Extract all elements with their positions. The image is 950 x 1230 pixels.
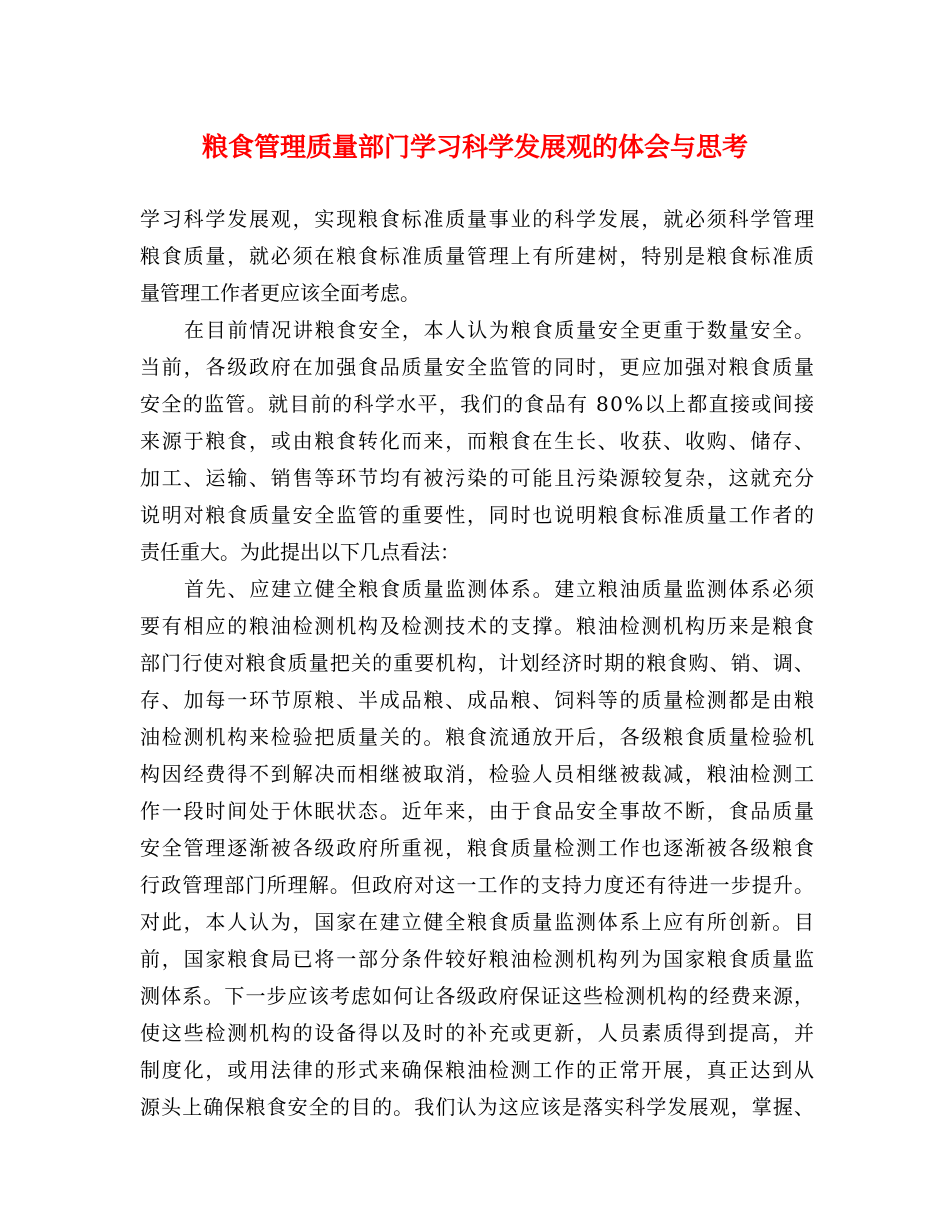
- text-line: 安全的监管。就目前的科学水平，我们的食品有 80%以上都直接或间接: [140, 392, 816, 416]
- text-line: 源头上确保粮食安全的目的。我们认为这应该是落实科学发展观，掌握、: [140, 1095, 816, 1119]
- document-body: [140, 201, 814, 1126]
- text-line: 构因经费得不到解决而相继被取消，检验人员相继被裁减，粮油检测工: [140, 762, 816, 786]
- text-line: 制度化，或用法律的形式来确保粮油检测工作的正常开展，真正达到从: [140, 1058, 816, 1082]
- text-line: 在目前情况讲粮食安全，本人认为粮食质量安全更重于数量安全。: [184, 318, 816, 342]
- text-line: 责任重大。为此提出以下几点看法：: [140, 540, 460, 564]
- text-line: 作一段时间处于休眠状态。近年来，由于食品安全事故不断，食品质量: [140, 799, 816, 823]
- text-line: 要有相应的粮油检测机构及检测技术的支撑。粮油检测机构历来是粮食: [140, 614, 816, 638]
- text-line: 学习科学发展观，实现粮食标准质量事业的科学发展，就必须科学管理: [140, 207, 816, 231]
- text-line: 说明对粮食质量安全监管的重要性，同时也说明粮食标准质量工作者的: [140, 503, 816, 527]
- text-line: 首先、应建立健全粮食质量监测体系。建立粮油质量监测体系必须: [184, 577, 816, 601]
- text-line: 来源于粮食，或由粮食转化而来，而粮食在生长、收获、收购、储存、: [140, 429, 816, 453]
- document-title: 粮食管理质量部门学习科学发展观的体会与思考: [201, 133, 748, 163]
- text-line: 测体系。下一步应该考虑如何让各级政府保证这些检测机构的经费来源，: [140, 984, 816, 1008]
- text-line: 安全管理逐渐被各级政府所重视，粮食质量检测工作也逐渐被各级粮食: [140, 836, 816, 860]
- text-line: 油检测机构来检验把质量关的。粮食流通放开后，各级粮食质量检验机: [140, 725, 816, 749]
- text-line: 量管理工作者更应该全面考虑。: [140, 281, 420, 305]
- text-line: 加工、运输、销售等环节均有被污染的可能且污染源较复杂，这就充分: [140, 466, 816, 490]
- text-line: 存、加每一环节原粮、半成品粮、成品粮、饲料等的质量检测都是由粮: [140, 688, 816, 712]
- text-line: 使这些检测机构的设备得以及时的补充或更新，人员素质得到提高，并: [140, 1021, 816, 1045]
- text-line: 对此，本人认为，国家在建立健全粮食质量监测体系上应有所创新。目: [140, 910, 816, 934]
- text-line: 粮食质量，就必须在粮食标准质量管理上有所建树，特别是粮食标准质: [140, 244, 816, 268]
- text-line: 行政管理部门所理解。但政府对这一工作的支持力度还有待进一步提升。: [140, 873, 816, 897]
- text-line: 前，国家粮食局已将一部分条件较好粮油检测机构列为国家粮食质量监: [140, 947, 816, 971]
- text-line: 当前，各级政府在加强食品质量安全监管的同时，更应加强对粮食质量: [140, 355, 816, 379]
- text-line: 部门行使对粮食质量把关的重要机构，计划经济时期的粮食购、销、调、: [140, 651, 816, 675]
